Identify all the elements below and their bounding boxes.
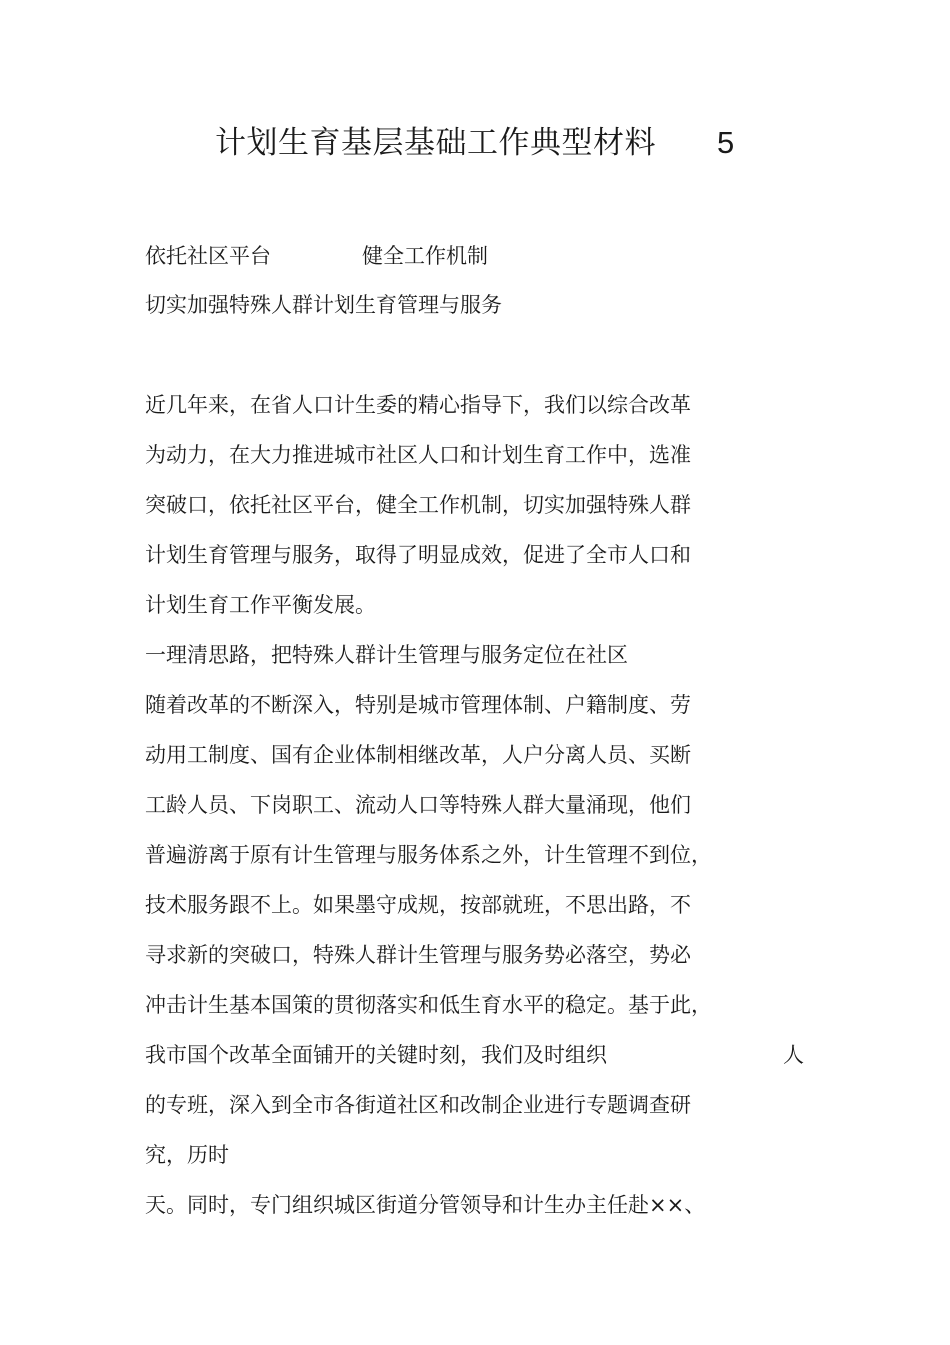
body-line: 工龄人员、下岗职工、流动人口等特殊人群大量涌现，他们 [145, 793, 691, 817]
body-line: 冲击计生基本国策的贯彻落实和低生育水平的稳定。基于此， [145, 993, 712, 1017]
title-number: 5 [717, 125, 735, 160]
body-line: 近几年来，在省人口计生委的精心指导下，我们以综合改革 [145, 393, 691, 417]
subtitle-right: 健全工作机制 [362, 244, 488, 268]
title-text: 计划生育基层基础工作典型材料 [215, 125, 656, 161]
body-line: 普遍游离于原有计生管理与服务体系之外，计生管理不到位， [145, 843, 712, 867]
body-line: 天。同时，专门组织城区街道分管领导和计生办主任赴××、 [145, 1193, 706, 1217]
subtitle-line-2: 切实加强特殊人群计划生育管理与服务 [145, 293, 502, 317]
subtitle-left: 依托社区平台 [145, 244, 271, 268]
body-line: 技术服务跟不上。如果墨守成规，按部就班，不思出路，不 [145, 893, 691, 917]
body-line: 计划生育管理与服务，取得了明显成效，促进了全市人口和 [145, 543, 691, 567]
orphan-char: 人 [783, 1043, 804, 1067]
body-line: 寻求新的突破口，特殊人群计生管理与服务势必落空，势必 [145, 943, 691, 967]
body-line: 动用工制度、国有企业体制相继改革，人户分离人员、买断 [145, 743, 691, 767]
body-line: 为动力，在大力推进城市社区人口和计划生育工作中，选准 [145, 443, 691, 467]
body-line: 计划生育工作平衡发展。 [145, 593, 376, 617]
body-line: 究，历时 [145, 1143, 229, 1167]
body-line: 随着改革的不断深入，特别是城市管理体制、户籍制度、劳 [145, 693, 691, 717]
body-line: 我市国个改革全面铺开的关键时刻，我们及时组织 [145, 1043, 607, 1067]
body-line: 突破口，依托社区平台，健全工作机制，切实加强特殊人群 [145, 493, 691, 517]
body-line: 的专班，深入到全市各街道社区和改制企业进行专题调查研 [145, 1093, 691, 1117]
section-heading: 一理清思路，把特殊人群计生管理与服务定位在社区 [145, 643, 628, 667]
